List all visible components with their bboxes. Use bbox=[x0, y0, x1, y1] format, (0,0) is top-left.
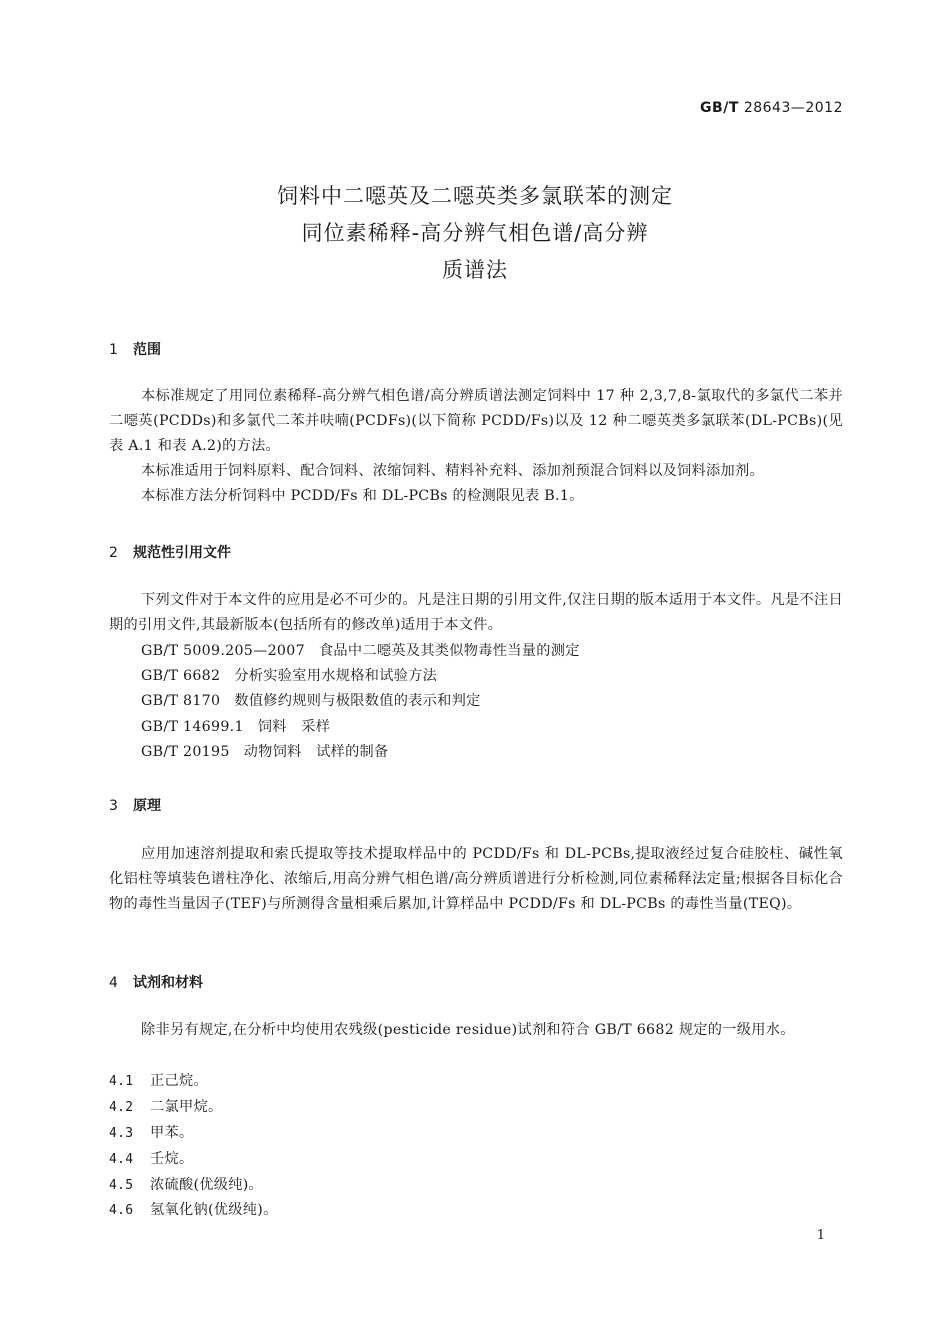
section-1-paragraph-3: 本标准方法分析饲料中 PCDD/Fs 和 DL-PCBs 的检测限见表 B.1。 bbox=[141, 488, 584, 504]
document-title bbox=[0, 178, 950, 289]
title-line-3: 质谱法 bbox=[442, 258, 508, 282]
reference-code: GB/T 5009.205—2007 bbox=[141, 643, 305, 659]
standard-code-prefix: GB/T bbox=[700, 100, 739, 116]
section-1-heading bbox=[109, 339, 161, 359]
reference-title: 食品中二噁英及其类似物毒性当量的测定 bbox=[318, 643, 580, 659]
section-title: 原理 bbox=[133, 798, 161, 814]
section-number: 1 bbox=[109, 342, 118, 358]
reagent-item bbox=[109, 1174, 263, 1194]
reagent-item bbox=[109, 1122, 193, 1142]
item-text: 二氯甲烷。 bbox=[150, 1099, 223, 1115]
reference-item bbox=[141, 640, 580, 660]
item-number: 4.5 bbox=[109, 1178, 134, 1193]
reagent-item bbox=[109, 1199, 278, 1219]
item-number: 4.6 bbox=[109, 1203, 134, 1218]
item-text: 氢氧化钠(优级纯)。 bbox=[150, 1202, 278, 1218]
section-1-paragraph-1: 本标准规定了用同位素稀释-高分辨气相色谱/高分辨质谱法测定饲料中 17 种 2,3,7,8-氯取代的多氯代二苯并二噁英(PCDDs)和多氯代二苯并呋喃(PCDFs)(以下简称 PCDD/Fs)以及 12 种二噁英类多氯联苯(DL-PCBs)(见表 A.1 和表 A.2)的方法。 bbox=[109, 388, 843, 454]
section-1-paragraph-2: 本标准适用于饲料原料、配合饲料、浓缩饲料、精料补充料、添加剂预混合饲料以及饲料添加剂。 bbox=[141, 463, 764, 479]
section-3-heading bbox=[109, 795, 161, 815]
item-text: 甲苯。 bbox=[150, 1125, 194, 1141]
item-number: 4.3 bbox=[109, 1126, 134, 1141]
section-number: 4 bbox=[109, 975, 118, 991]
section-title: 试剂和材料 bbox=[133, 975, 203, 991]
item-text: 壬烷。 bbox=[150, 1151, 194, 1167]
section-4-paragraph-1: 除非另有规定,在分析中均使用农残级(pesticide residue)试剂和符合 GB/T 6682 规定的一级用水。 bbox=[141, 1022, 795, 1038]
reference-code: GB/T 14699.1 bbox=[141, 719, 244, 735]
reference-item bbox=[141, 665, 437, 685]
reference-code: GB/T 20195 bbox=[141, 744, 230, 760]
section-2-heading bbox=[109, 542, 231, 562]
section-title: 范围 bbox=[133, 342, 161, 358]
reference-title: 饲料 采样 bbox=[257, 719, 331, 735]
title-line-2: 同位素稀释-高分辨气相色谱/高分辨 bbox=[301, 221, 649, 245]
section-3-paragraph-1: 应用加速溶剂提取和索氏提取等技术提取样品中的 PCDD/Fs 和 DL-PCBs,提取液经过复合硅胶柱、碱性氧化铝柱等填装色谱柱净化、浓缩后,用高分辨气相色谱/高分辨质谱进行分析检测,同位素稀释法定量;根据各目标化合物的毒性当量因子(TEF)与所测得含量相乘后累加,计算样品中 PCDD/Fs 和 DL-PCBs 的毒性当量(TEQ)。 bbox=[109, 846, 843, 912]
reference-title: 分析实验室用水规格和试验方法 bbox=[234, 668, 438, 684]
reagent-item bbox=[109, 1148, 193, 1168]
reference-code: GB/T 6682 bbox=[141, 668, 221, 684]
section-number: 3 bbox=[109, 798, 118, 814]
section-2-paragraph-1: 下列文件对于本文件的应用是必不可少的。凡是注日期的引用文件,仅注日期的版本适用于本文件。凡是不注日期的引用文件,其最新版本(包括所有的修改单)适用于本文件。 bbox=[109, 592, 843, 633]
section-4-heading bbox=[109, 972, 203, 992]
reference-code: GB/T 8170 bbox=[141, 693, 221, 709]
reference-title: 数值修约规则与极限数值的表示和判定 bbox=[234, 693, 481, 709]
item-number: 4.4 bbox=[109, 1152, 134, 1167]
section-number: 2 bbox=[109, 545, 118, 561]
title-line-1: 饲料中二噁英及二噁英类多氯联苯的测定 bbox=[277, 184, 673, 208]
item-number: 4.1 bbox=[109, 1074, 134, 1089]
page-number: 1 bbox=[816, 1228, 825, 1243]
section-title: 规范性引用文件 bbox=[133, 545, 231, 561]
reagent-item bbox=[109, 1070, 208, 1090]
reference-item bbox=[141, 741, 389, 761]
reference-item bbox=[141, 716, 330, 736]
reagent-item bbox=[109, 1096, 222, 1116]
standard-code bbox=[700, 100, 843, 116]
item-text: 正己烷。 bbox=[150, 1073, 208, 1089]
reference-title: 动物饲料 试样的制备 bbox=[243, 744, 389, 760]
standard-code-number: 28643—2012 bbox=[743, 100, 843, 116]
item-text: 浓硫酸(优级纯)。 bbox=[150, 1177, 264, 1193]
reference-item bbox=[141, 690, 481, 710]
item-number: 4.2 bbox=[109, 1100, 134, 1115]
